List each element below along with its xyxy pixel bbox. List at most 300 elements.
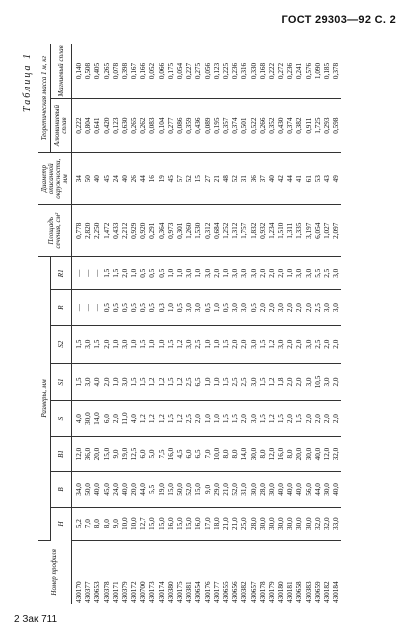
table-cell: 18,0: [213, 507, 222, 540]
table-cell: 24,0: [112, 472, 121, 507]
table-cell: 0,508: [84, 44, 93, 98]
table-cell: 1,2: [176, 363, 185, 401]
table-cell: 16,0: [277, 436, 286, 471]
table-cell: 0,056: [204, 44, 213, 98]
table-row: [268, 44, 277, 604]
table-cell: 0,225: [222, 44, 231, 98]
table-row: [314, 44, 323, 604]
table-cell: 34: [72, 153, 85, 205]
table-cell: 0,501: [240, 98, 249, 152]
table-cell: 0,5: [149, 290, 158, 325]
table-cell: 30,0: [296, 507, 305, 540]
table-cell: 2,0: [332, 325, 341, 363]
table-cell: 17,0: [204, 507, 213, 540]
table-cell: 0,5: [121, 290, 130, 325]
table-cell: 430172: [130, 581, 139, 603]
table-cell: 52,0: [231, 472, 240, 507]
table-cell: 0,166: [139, 44, 148, 98]
table-cell: 2,0: [286, 401, 295, 436]
table-cell: 1,0: [112, 363, 121, 401]
table-cell: —: [93, 257, 102, 290]
table-cell: 30,0: [305, 436, 314, 471]
table-row: [72, 44, 85, 604]
table-cell: 6,5: [194, 436, 203, 471]
table-cell: 430377: [84, 581, 93, 603]
table-cell: 12,0: [268, 436, 277, 471]
table-cell: 5,0: [149, 436, 158, 471]
table-cell: 10,0: [121, 507, 130, 540]
table-cell: 3,0: [305, 325, 314, 363]
table-cell: 0,920: [139, 205, 148, 257]
table-cell: 30,0: [277, 507, 286, 540]
col-header-magnesium: Магниевый сплав: [51, 44, 72, 98]
table-cell: 61: [305, 153, 314, 205]
table-cell: 1,027: [323, 205, 332, 257]
table-row: [167, 44, 176, 604]
table-cell: 2,0: [240, 401, 249, 436]
table-cell: 0,5: [139, 257, 148, 290]
table-cell: 430381: [185, 581, 194, 603]
table-row: [323, 44, 332, 604]
table-cell: 4,5: [176, 436, 185, 471]
table-row: [139, 44, 148, 604]
col-header-s: S: [51, 401, 72, 436]
table-cell: 0,195: [213, 98, 222, 152]
table-cell: 2,0: [332, 363, 341, 401]
table-row: [103, 44, 112, 604]
table-cell: 36,0: [84, 436, 93, 471]
table-cell: 50: [84, 153, 93, 205]
col-header-s1: S1: [51, 363, 72, 401]
table-cell: 2,0: [296, 290, 305, 325]
table-cell: 40,0: [314, 436, 323, 471]
table-cell: 430653: [93, 581, 102, 603]
table-cell: 0,973: [167, 205, 176, 257]
table-cell: 2,5: [314, 290, 323, 325]
table-cell: 40: [93, 153, 102, 205]
table-cell: 30,0: [250, 472, 259, 507]
table-cell: 430657: [249, 581, 258, 603]
page-header: ГОСТ 29303—92 С. 2: [281, 14, 396, 26]
table-cell: 430180: [277, 581, 286, 603]
table-cell: 6,054: [314, 205, 323, 257]
table-cell: 3,0: [305, 363, 314, 401]
table-cell: 0,316: [240, 44, 249, 98]
table-cell: 2,0: [286, 363, 295, 401]
table-cell: 0,167: [130, 44, 139, 98]
table-cell: 1,5: [112, 257, 121, 290]
table-cell: 1,5: [259, 401, 268, 436]
table-cell: 10,0: [213, 436, 222, 471]
table-cell: 2,250: [93, 205, 102, 257]
table-cell: 42: [277, 153, 286, 205]
table-cell: 3,0: [250, 257, 259, 290]
col-header-b1: B1: [51, 436, 72, 471]
table-cell: 3,0: [250, 363, 259, 401]
table-cell: 0,330: [250, 44, 259, 98]
col-header-profile: Номер профиля: [38, 540, 72, 604]
table-cell: 430383: [304, 581, 313, 603]
table-cell: 1,725: [314, 98, 323, 152]
table-cell: 8,0: [103, 507, 112, 540]
table-row: [296, 44, 305, 604]
col-header-b: B: [51, 472, 72, 507]
table-cell: 1,2: [139, 401, 148, 436]
table-cell: 0,684: [213, 205, 222, 257]
table-cell: 0,576: [305, 44, 314, 98]
table-cell: 20,0: [130, 472, 139, 507]
table-cell: 2,0: [231, 325, 240, 363]
table-cell: 0,378: [332, 44, 341, 98]
table-cell: 1,5: [167, 363, 176, 401]
table-cell: 1,0: [213, 290, 222, 325]
table-cell: 430655: [221, 581, 230, 603]
table-cell: 1,5: [259, 325, 268, 363]
profile-table: [38, 44, 341, 604]
table-cell: 3,0: [231, 257, 240, 290]
table-cell: 430170: [74, 581, 83, 603]
table-cell: 2,212: [121, 205, 130, 257]
table-cell: 0,222: [268, 44, 277, 98]
table-cell: 0,262: [139, 98, 148, 152]
table-cell: 0,804: [84, 98, 93, 152]
table-cell: 30,0: [323, 472, 332, 507]
table-cell: 1,0: [130, 325, 139, 363]
table-row: [332, 44, 341, 604]
table-cell: 0,168: [259, 44, 268, 98]
table-cell: 24: [112, 153, 121, 205]
table-cell: 3,0: [323, 363, 332, 401]
table-cell: 0,086: [176, 98, 185, 152]
table-cell: 2,0: [268, 257, 277, 290]
table-cell: 2,0: [296, 325, 305, 363]
table-cell: 1,5: [72, 363, 85, 401]
table-cell: 2,0: [103, 325, 112, 363]
table-cell: 33,0: [332, 507, 341, 540]
table-cell: 0,301: [176, 205, 185, 257]
table-cell: 1,5: [222, 325, 231, 363]
table-cell: 19: [158, 153, 167, 205]
table-cell: 34,0: [72, 472, 85, 507]
table-cell: 3,0: [296, 257, 305, 290]
table-row: [259, 44, 268, 604]
table-row: [277, 44, 286, 604]
table-row: [149, 44, 158, 604]
table-cell: 0,222: [72, 98, 85, 152]
table-cell: 0,5: [204, 290, 213, 325]
table-cell: 2,0: [286, 290, 295, 325]
table-cell: 5,5: [149, 472, 158, 507]
table-cell: 1,2: [149, 363, 158, 401]
table-cell: 1,0: [213, 401, 222, 436]
group-header-mass: Теоретическая масса 1 м, кг: [38, 44, 51, 153]
table-cell: 1,5: [103, 257, 112, 290]
table-cell: 0,352: [268, 98, 277, 152]
table-cell: 2,0: [286, 325, 295, 363]
table-cell: 15,0: [176, 507, 185, 540]
table-cell: 1,832: [250, 205, 259, 257]
table-cell: 6,0: [185, 436, 194, 471]
table-cell: 16,0: [194, 507, 203, 540]
table-cell: 2,0: [323, 325, 332, 363]
table-cell: 0,293: [323, 98, 332, 152]
table-cell: 430175: [176, 581, 185, 603]
table-cell: 15,0: [167, 472, 176, 507]
table-cell: 3,0: [240, 290, 249, 325]
table-cell: 3,0: [204, 257, 213, 290]
table-cell: 1,252: [222, 205, 231, 257]
table-cell: 4,0: [130, 401, 139, 436]
table-cell: 2,097: [332, 205, 341, 257]
table-cell: 3,0: [121, 363, 130, 401]
table-cell: 1,5: [139, 325, 148, 363]
table-cell: 1,0: [167, 257, 176, 290]
table-cell: 44,0: [139, 472, 148, 507]
table-cell: 0,5: [139, 290, 148, 325]
table-cell: 1,472: [103, 205, 112, 257]
table-cell: 1,2: [268, 363, 277, 401]
table-cell: 0,123: [112, 98, 121, 152]
table-cell: 7,0: [84, 507, 93, 540]
table-cell: 1,312: [231, 205, 240, 257]
table-cell: 1,0: [213, 325, 222, 363]
table-cell: 0,277: [167, 98, 176, 152]
table-row: [158, 44, 167, 604]
table-cell: 25,0: [240, 507, 249, 540]
table-cell: 430700: [139, 581, 148, 603]
table-cell: 1,5: [222, 363, 231, 401]
table-cell: 40,0: [93, 472, 102, 507]
table-cell: 3,0: [84, 325, 93, 363]
table-cell: 15,0: [149, 507, 158, 540]
table-cell: 0,641: [93, 98, 102, 152]
table-caption: Таблица 1: [22, 52, 33, 112]
table-cell: 2,0: [194, 401, 203, 436]
table-cell: 1,5: [277, 401, 286, 436]
table-cell: 0,054: [176, 44, 185, 98]
table-cell: 0,265: [130, 98, 139, 152]
table-cell: 0,175: [167, 44, 176, 98]
table-cell: 4,0: [72, 401, 85, 436]
table-cell: 44: [139, 153, 148, 205]
table-cell: 0,236: [231, 44, 240, 98]
table-row: [305, 44, 314, 604]
table-cell: 40,0: [286, 472, 295, 507]
table-cell: 12,0: [323, 436, 332, 471]
col-header-h: H: [51, 507, 72, 540]
table-cell: 0,312: [204, 205, 213, 257]
table-cell: 1,2: [149, 401, 158, 436]
table-cell: 6,0: [139, 436, 148, 471]
table-cell: 5,2: [72, 507, 85, 540]
table-cell: 1,5: [259, 363, 268, 401]
table-cell: 44: [286, 153, 295, 205]
table-cell: 430176: [203, 581, 212, 603]
table-cell: 0,382: [296, 98, 305, 152]
table-cell: 40: [121, 153, 130, 205]
table-cell: 2,5: [194, 325, 203, 363]
table-cell: —: [72, 290, 85, 325]
table-cell: 1,0: [194, 257, 203, 290]
table-cell: 0,241: [296, 44, 305, 98]
table-cell: 1,5: [231, 401, 240, 436]
table-cell: 430654: [194, 581, 203, 603]
table-cell: 2,5: [323, 257, 332, 290]
table-cell: 1,5: [93, 325, 102, 363]
table-row: [121, 44, 130, 604]
table-cell: 1,234: [268, 205, 277, 257]
table-cell: 9,0: [204, 472, 213, 507]
table-cell: 1,5: [130, 363, 139, 401]
table-cell: 1,530: [194, 205, 203, 257]
table-row: [204, 44, 213, 604]
table-cell: 0,083: [149, 98, 158, 152]
table-cell: 1,0: [112, 325, 121, 363]
table-cell: 430184: [332, 581, 341, 603]
table-cell: 19,0: [158, 472, 167, 507]
table-cell: 2,0: [240, 325, 249, 363]
table-cell: 1,0: [158, 325, 167, 363]
table-cell: 0,5: [112, 290, 121, 325]
table-cell: 0,272: [277, 44, 286, 98]
table-cell: 1,0: [149, 325, 158, 363]
table-cell: 0,123: [213, 44, 222, 98]
table-cell: 2,5: [240, 363, 249, 401]
table-cell: 3,0: [185, 290, 194, 325]
table-cell: 21,0: [231, 507, 240, 540]
col-header-r1: R1: [51, 257, 72, 290]
table-cell: 49: [332, 153, 341, 205]
table-cell: 430173: [148, 581, 157, 603]
table-cell: —: [93, 290, 102, 325]
table-cell: 1,0: [130, 257, 139, 290]
table-cell: 0,5: [130, 290, 139, 325]
table-cell: 8,0: [93, 507, 102, 540]
table-cell: 3,0: [250, 325, 259, 363]
table-cell: 0,5: [149, 257, 158, 290]
table-cell: 0,357: [222, 98, 231, 152]
col-header-s2: S2: [51, 325, 72, 363]
table-cell: 6,5: [194, 363, 203, 401]
table-cell: 0,236: [286, 44, 295, 98]
table-cell: 28,0: [250, 507, 259, 540]
table-cell: 15: [194, 153, 203, 205]
table-cell: 52,0: [185, 472, 194, 507]
table-cell: 3,0: [277, 290, 286, 325]
table-cell: 28,0: [259, 472, 268, 507]
table-cell: 52: [185, 153, 194, 205]
table-cell: 0,522: [250, 98, 259, 152]
table-cell: 2,0: [296, 363, 305, 401]
table-cell: 1,2: [158, 363, 167, 401]
table-cell: 3,0: [231, 290, 240, 325]
table-cell: 3,197: [305, 205, 314, 257]
table-cell: 0,911: [305, 98, 314, 152]
table-cell: 14,0: [240, 436, 249, 471]
table-cell: 30,0: [84, 401, 93, 436]
table-cell: 12,7: [139, 507, 148, 540]
table-cell: 430178: [258, 581, 267, 603]
table-cell: 0,5: [158, 257, 167, 290]
table-cell: 32,0: [323, 507, 332, 540]
table-cell: 0,405: [93, 44, 102, 98]
table-cell: 3,0: [305, 257, 314, 290]
table-cell: 1,2: [268, 401, 277, 436]
table-row: [176, 44, 185, 604]
table-cell: 3,0: [332, 257, 341, 290]
table-cell: 45,0: [103, 472, 112, 507]
table-cell: 1,311: [286, 205, 295, 257]
table-cell: 6,0: [103, 401, 112, 436]
table-cell: 430378: [102, 581, 111, 603]
table-cell: 20,0: [296, 436, 305, 471]
table-row: [286, 44, 295, 604]
table-cell: 15,0: [185, 507, 194, 540]
table-cell: 16,0: [167, 507, 176, 540]
col-header-area: Площадь сечения, см²: [38, 205, 72, 257]
table-cell: 1,2: [176, 401, 185, 436]
table-cell: 14,0: [93, 401, 102, 436]
table-cell: 0,398: [121, 44, 130, 98]
table-cell: 30,0: [250, 436, 259, 471]
table-cell: 0,364: [158, 205, 167, 257]
table-cell: 0,932: [259, 205, 268, 257]
table-cell: 56,0: [305, 472, 314, 507]
table-cell: 0,374: [231, 98, 240, 152]
table-cell: 1,2: [158, 401, 167, 436]
table-cell: 30,0: [286, 507, 295, 540]
table-cell: 21,0: [222, 472, 231, 507]
table-cell: 2,5: [231, 363, 240, 401]
table-cell: 0,052: [149, 44, 158, 98]
table-cell: 1,0: [222, 257, 231, 290]
table-cell: 0,265: [103, 44, 112, 98]
table-cell: 40,0: [121, 472, 130, 507]
table-cell: 11,0: [121, 401, 130, 436]
table-cell: 0,929: [130, 205, 139, 257]
table-cell: 7,5: [158, 436, 167, 471]
rotated-table-frame: [22, 44, 392, 604]
table-cell: 26: [130, 153, 139, 205]
table-cell: 2,0: [332, 401, 341, 436]
table-cell: 50,0: [176, 472, 185, 507]
table-cell: 0,374: [286, 98, 295, 152]
table-cell: 0,227: [185, 44, 194, 98]
table-cell: 3,0: [121, 325, 130, 363]
table-body: [72, 44, 342, 604]
table-cell: 3,0: [250, 401, 259, 436]
table-cell: 1,5: [72, 325, 85, 363]
table-cell: 2,5: [314, 325, 323, 363]
table-cell: 15,0: [103, 436, 112, 471]
table-cell: 2,820: [84, 205, 93, 257]
table-cell: 0,5: [250, 290, 259, 325]
table-cell: 36: [250, 153, 259, 205]
table-cell: —: [84, 257, 93, 290]
table-cell: 0,275: [194, 44, 203, 98]
table-cell: 1,0: [176, 257, 185, 290]
page-footer: 2 Зак 711: [14, 614, 58, 625]
table-cell: 2,0: [103, 363, 112, 401]
table-cell: 0,5: [176, 290, 185, 325]
table-cell: 0,420: [103, 98, 112, 152]
table-cell: 15,0: [194, 472, 203, 507]
table-cell: 31,0: [240, 472, 249, 507]
table-cell: 3,0: [84, 363, 93, 401]
table-cell: 430181: [286, 581, 295, 603]
table-cell: 1,757: [240, 205, 249, 257]
table-cell: 1,0: [204, 401, 213, 436]
